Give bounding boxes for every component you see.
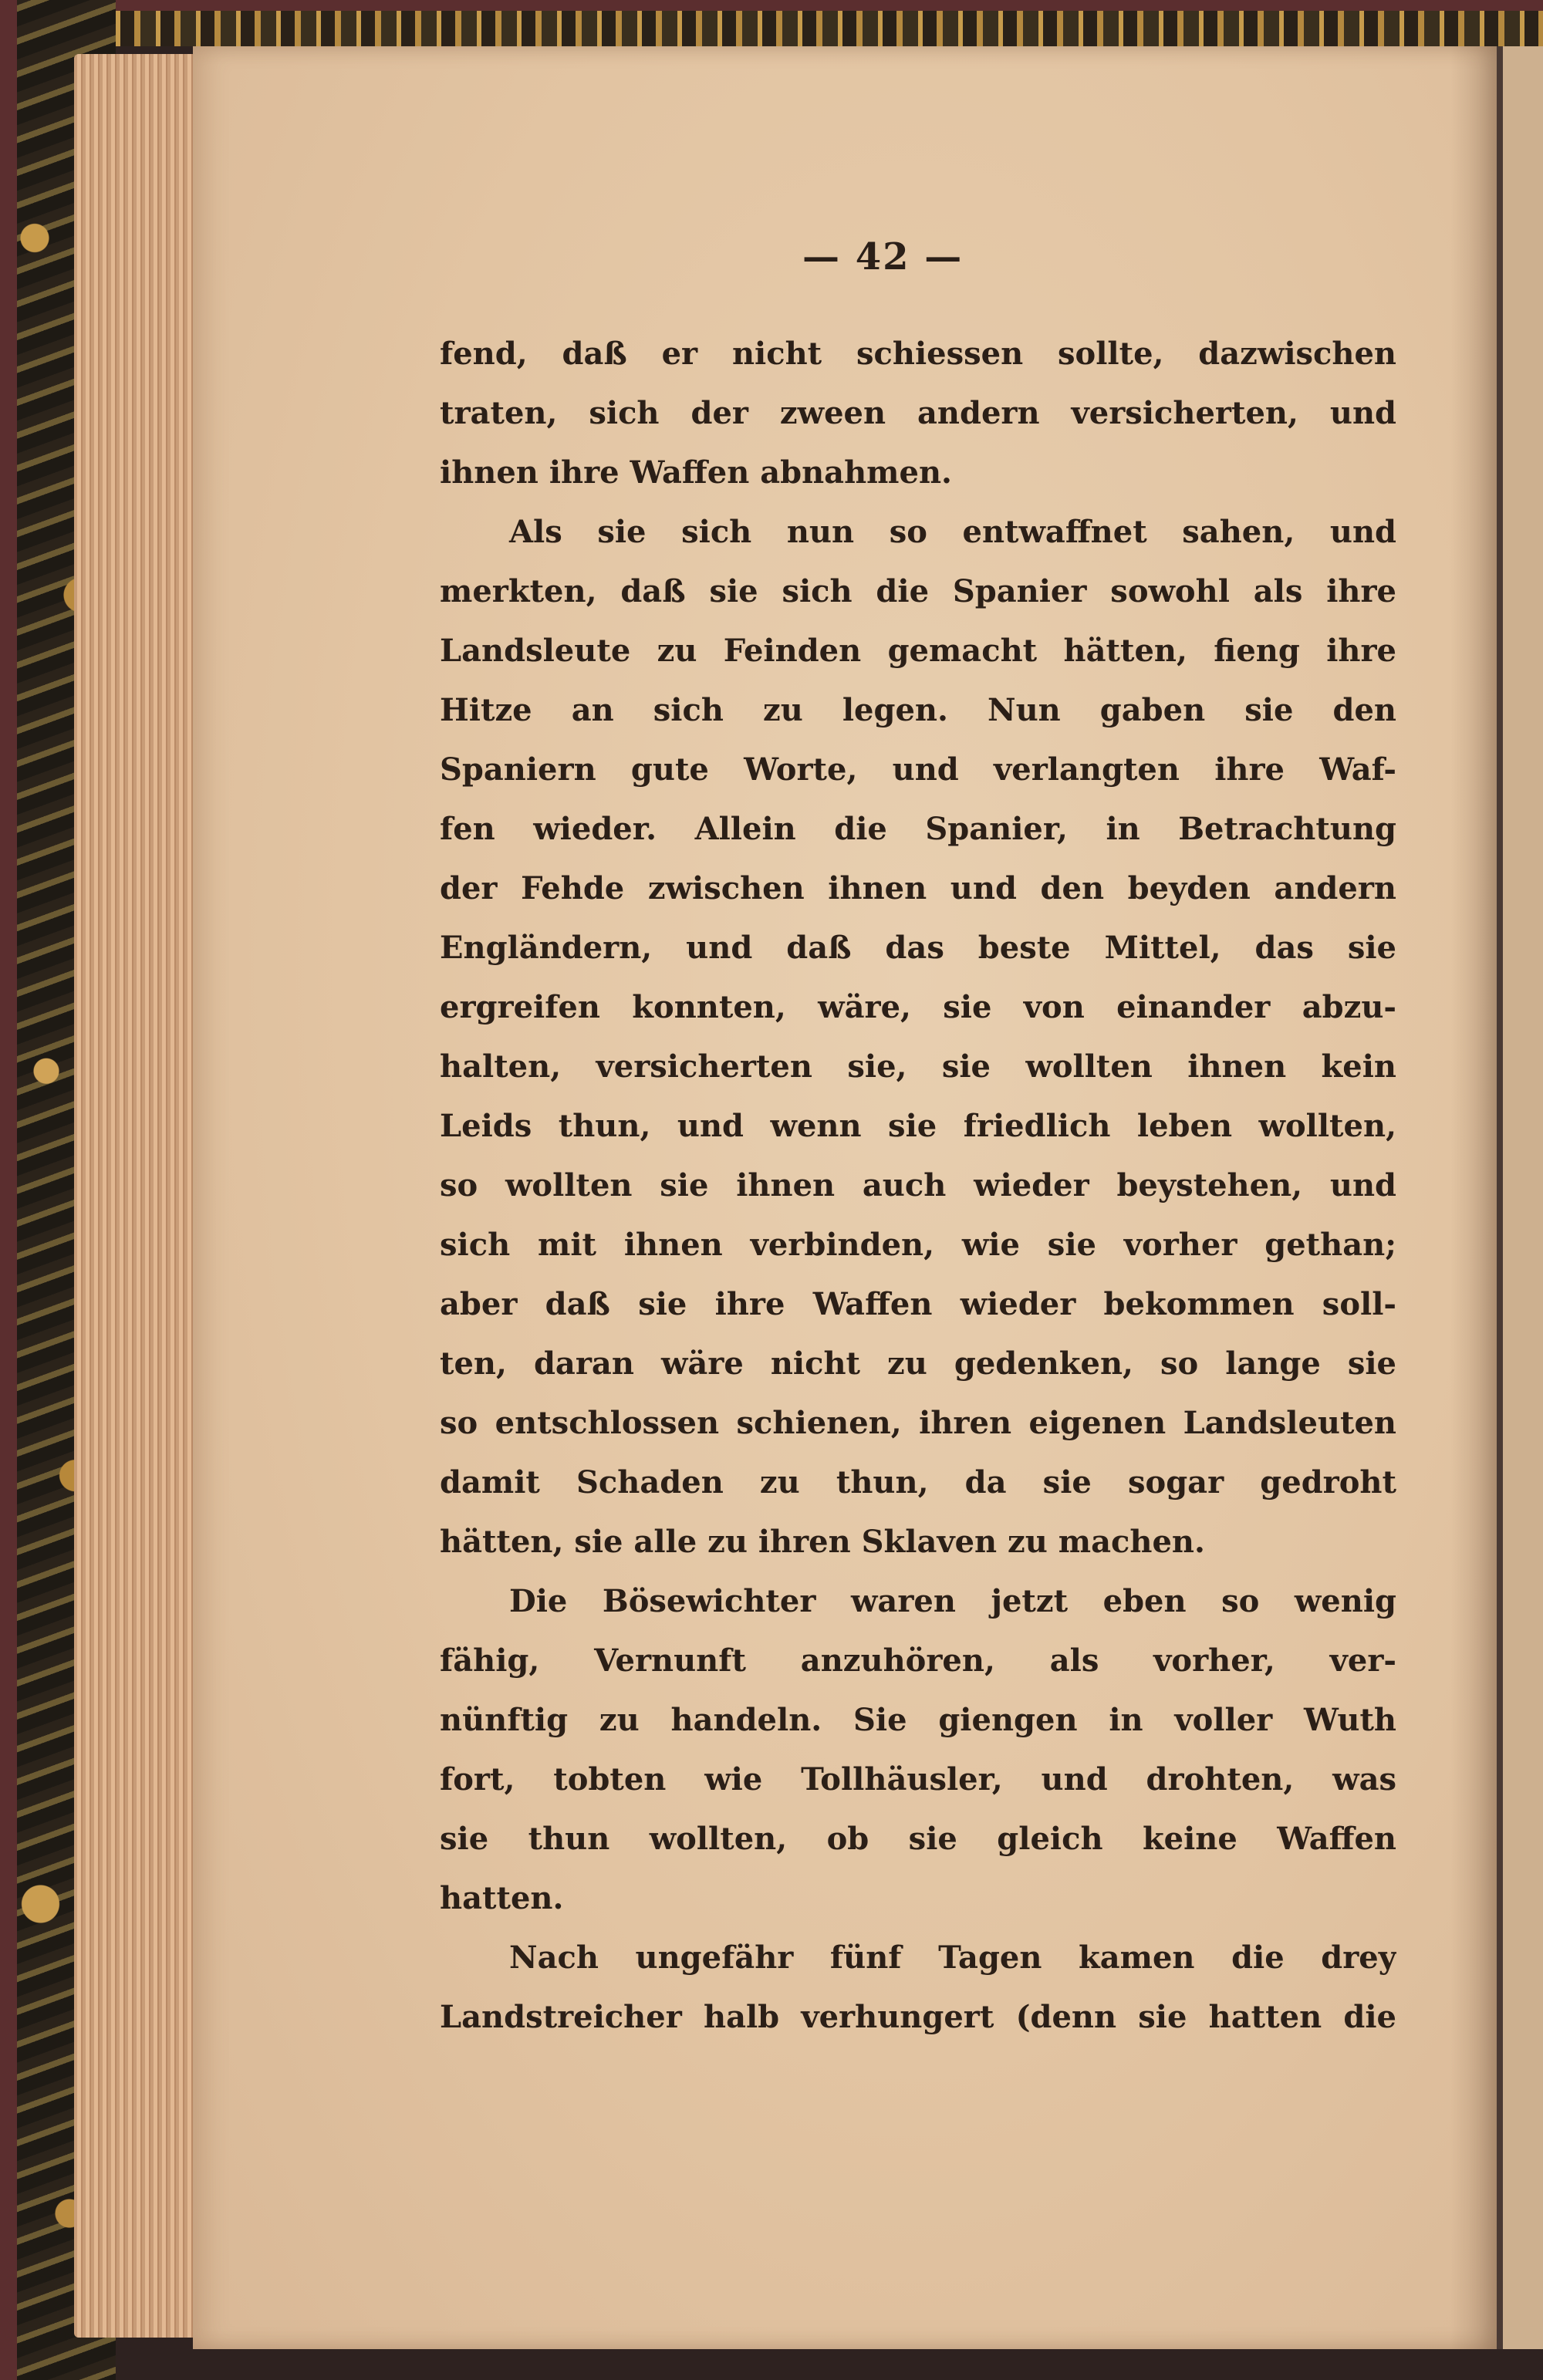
page-text [440, 324, 1396, 2047]
text-line: sie thun wollten, ob sie gleich keine Waffen [440, 1821, 1396, 1857]
text-line: damit Schaden zu thun, da sie sogar gedroht [440, 1464, 1396, 1501]
text-line: Die Bösewichter waren jetzt eben so wenig [509, 1583, 1396, 1619]
text-line: Hitze an sich zu legen. Nun gaben sie den [440, 692, 1396, 728]
text-line: traten, sich der zween andern versicherten, und [440, 395, 1396, 431]
text-line: Leids thun, und wenn sie friedlich leben wollten, [440, 1108, 1396, 1144]
text-line: sich mit ihnen verbinden, wie sie vorher gethan; [440, 1227, 1396, 1263]
cover-spine-strip [0, 0, 1543, 11]
text-line: Landstreicher halb verhungert (denn sie hatten die [440, 1999, 1396, 2035]
text-line: fähig, Vernunft anzuhören, als vorher, ver- [440, 1642, 1396, 1679]
text-line: nünftig zu handeln. Sie giengen in voller Wuth [440, 1702, 1396, 1738]
text-line: hatten. [440, 1880, 564, 1916]
text-line: ten, daran wäre nicht zu gedenken, so lange sie [440, 1345, 1396, 1382]
text-line: ergreifen konnten, wäre, sie von einander abzu- [440, 989, 1396, 1025]
text-line: merkten, daß sie sich die Spanier sowohl als ihre [440, 573, 1396, 609]
page-number: — 42 — [802, 235, 964, 279]
text-line: halten, versicherten sie, sie wollten ihnen kein [440, 1048, 1396, 1085]
text-line: Engländern, und daß das beste Mittel, das sie [440, 930, 1396, 966]
text-line: fen wieder. Allein die Spanier, in Betrachtung [440, 811, 1396, 847]
facing-page-edge [1497, 46, 1543, 2349]
page-gutter [1450, 46, 1497, 2349]
text-line: der Fehde zwischen ihnen und den beyden andern [440, 870, 1396, 906]
text-line: ihnen ihre Waffen abnahmen. [440, 454, 952, 491]
text-line: fend, daß er nicht schiessen sollte, dazwischen [440, 336, 1396, 372]
text-line: Als sie sich nun so entwaffnet sahen, und [509, 514, 1396, 550]
text-line: so wollten sie ihnen auch wieder beystehen, und [440, 1167, 1396, 1204]
text-line: Landsleute zu Feinden gemacht hätten, fieng ihre [440, 633, 1396, 669]
text-line: aber daß sie ihre Waffen wieder bekommen soll- [440, 1286, 1396, 1322]
text-line: fort, tobten wie Tollhäusler, und drohten, was [440, 1761, 1396, 1798]
text-line: so entschlossen schienen, ihren eigenen Landsleuten [440, 1405, 1396, 1441]
text-line: Spaniern gute Worte, und verlangten ihre Waf- [440, 751, 1396, 788]
cover-edge [0, 0, 17, 2380]
text-line: hätten, sie alle zu ihren Sklaven zu machen. [440, 1524, 1205, 1560]
page-edges [74, 54, 213, 2338]
text-line: Nach ungefähr fünf Tagen kamen die drey [509, 1939, 1396, 1976]
